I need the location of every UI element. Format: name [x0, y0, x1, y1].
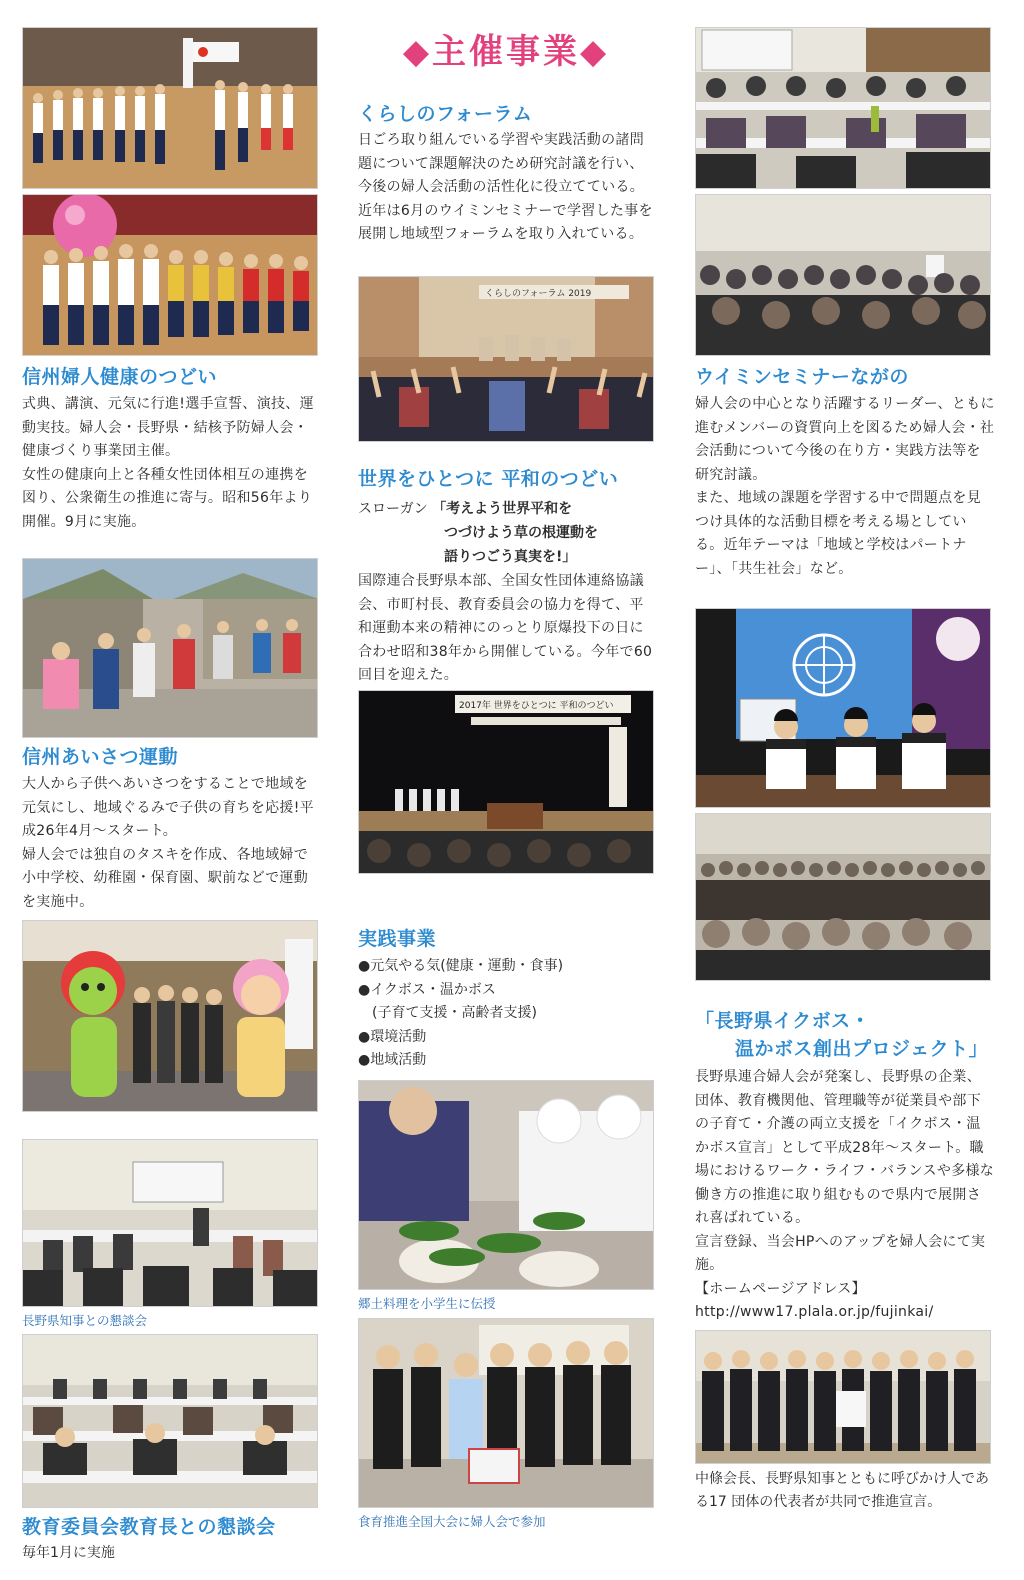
list-item: ●元気やる気(健康・運動・食事): [358, 958, 564, 974]
paragraph: 大人から子供へあいさつをすることで地域を元気にし、地域ぐるみで子供の育ちを応援!平成26年4月～スタート。: [22, 776, 314, 839]
photo-local-cooking: [358, 1080, 654, 1290]
text-ikuboss: [695, 1066, 995, 1325]
paragraph: また、地域の課題を学習する中で問題点を見つけ具体的な活動目標を考える場としている。近年テーマは「地域と学校はパートナー」、「共生社会」など。: [695, 490, 981, 577]
heading-practice: 実践事業: [358, 928, 437, 950]
heading-greeting-campaign: 信州あいさつ運動: [22, 746, 179, 768]
text-peace-gathering: 国際連合長野県本部、全国女性団体連絡協議会、市町村長、教育委員会の協力を得て、平和運動本来の精神にのっとり原爆投下の日に合わせ昭和38年から開催している。今年で60回目を迎えた。: [358, 573, 653, 683]
photo-education-meeting: [22, 1334, 318, 1508]
text-health-gathering: [22, 393, 322, 534]
heading-living-forum: くらしのフォーラム: [358, 103, 533, 125]
paragraph: 婦人会の中心となり活躍するリーダー、ともに進むメンバーの資質向上を図るため婦人会・社会活動について今後の在り方・実践方法等を研究討議。: [695, 396, 995, 483]
photo-governor-meeting: [22, 1139, 318, 1307]
slogan-label: スローガン: [358, 501, 428, 517]
heading-peace-gathering: 世界をひとつに 平和のつどい: [358, 468, 619, 490]
practice-list: [358, 955, 563, 1073]
text-greeting-campaign: [22, 773, 322, 914]
slogan-line-1: [358, 497, 658, 521]
photo-mascots: [22, 920, 318, 1112]
caption-local-cooking: 郷土料理を小学生に伝授: [358, 1296, 496, 1311]
caption-governor-meeting: 長野県知事との懇談会: [22, 1313, 148, 1328]
photo-declaration-group: [695, 1330, 991, 1464]
heading-health-gathering: 信州婦人健康のつどい: [22, 366, 218, 388]
slogan-line-3: 語りつごう真実を!」: [444, 549, 577, 565]
list-item: ●地域活動: [358, 1052, 427, 1068]
photo-forum-stage: [358, 276, 654, 442]
heading-education-meeting: 教育委員会教育長との懇談会: [22, 1516, 276, 1538]
photo-seminar-crowd: [695, 194, 991, 356]
text-education-meeting: 毎年1月に実施: [22, 1545, 115, 1561]
column-left: [22, 0, 318, 1580]
heading-ikuboss-line1: 「長野県イクボス・: [695, 1010, 871, 1032]
photo-seminar-room: [695, 27, 991, 189]
photo-hall-crowd: [695, 813, 991, 981]
paragraph: 長野県連合婦人会が発案し、長野県の企業、団体、教育機関他、管理職等が従業員や部下の子育て・介護の両立支援を「イクボス・温かボス宣言」として平成28年～スタート。職場におけるワーク・ライフ・バランスや多様な働き方の推進に取り組むもので県内で展開され喜ばれている。: [695, 1069, 995, 1226]
homepage-url[interactable]: http://www17.plala.or.jp/fujinkai/: [695, 1304, 934, 1320]
heading-women-seminar: ウイミンセミナーながの: [695, 366, 909, 388]
column-middle: [358, 0, 654, 1580]
photo-greeting-street: [22, 558, 318, 738]
list-item: ●イクボス・温かボス: [358, 981, 496, 998]
slogan-text: 「考えよう世界平和を: [432, 501, 573, 517]
caption-declaration: 中條会長、長野県知事とともに呼びかけ人である17 団体の代表者が共同で推進宣言。: [695, 1471, 989, 1510]
heading-ikuboss-line2: 温かボス創出プロジェクト」: [735, 1038, 989, 1060]
photo-un-flag: [695, 608, 991, 808]
photo-shokuiku-group: [358, 1318, 654, 1508]
slogan: [358, 497, 658, 569]
paragraph: 婦人会では独自のタスキを作成、各地域婦で小中学校、幼稚園・保育園、駅前などで運動を実施中。: [22, 846, 308, 910]
caption-shokuiku: 食育推進全国大会に婦人会で参加: [358, 1514, 546, 1529]
paragraph: 宣言登録、当会HPへのアップを婦人会にて実施。: [695, 1233, 986, 1273]
paragraph: 【ホームページアドレス】: [695, 1280, 866, 1297]
forum-banner-text: くらしのフォーラム 2019: [485, 289, 592, 299]
photo-balloon-game: [22, 194, 318, 356]
photo-peace-stage: [358, 690, 654, 874]
text-living-forum: 日ごろ取り組んでいる学習や実践活動の諸問題について課題解決のため研究討議を行い、今後の婦人会活動の活性化に役立てている。近年は6月のウイミンセミナーで学習した事を展開し地域型フォーラムを取り入れている。: [358, 132, 653, 242]
paragraph: 式典、講演、元気に行進!選手宣誓、演技、運動実技。婦人会・長野県・結核予防婦人会・健康づくり事業団主催。: [22, 396, 314, 459]
text-women-seminar: [695, 393, 995, 581]
column-right: [695, 0, 995, 1580]
paragraph: 女性の健康向上と各種女性団体相互の連携を図り、公衆衛生の推進に寄与。昭和56年より開催。9月に実施。: [22, 466, 313, 530]
peace-banner-text: 2017年 世界をひとつに 平和のつどい: [459, 701, 614, 711]
photo-gym-parade: [22, 27, 318, 189]
section-title: ◆主催事業◆: [402, 32, 610, 72]
list-item: ●環境活動: [358, 1028, 427, 1045]
slogan-line-2: つづけよう草の根運動を: [444, 525, 598, 541]
list-item: (子育て支援・高齢者支援): [358, 1005, 537, 1021]
